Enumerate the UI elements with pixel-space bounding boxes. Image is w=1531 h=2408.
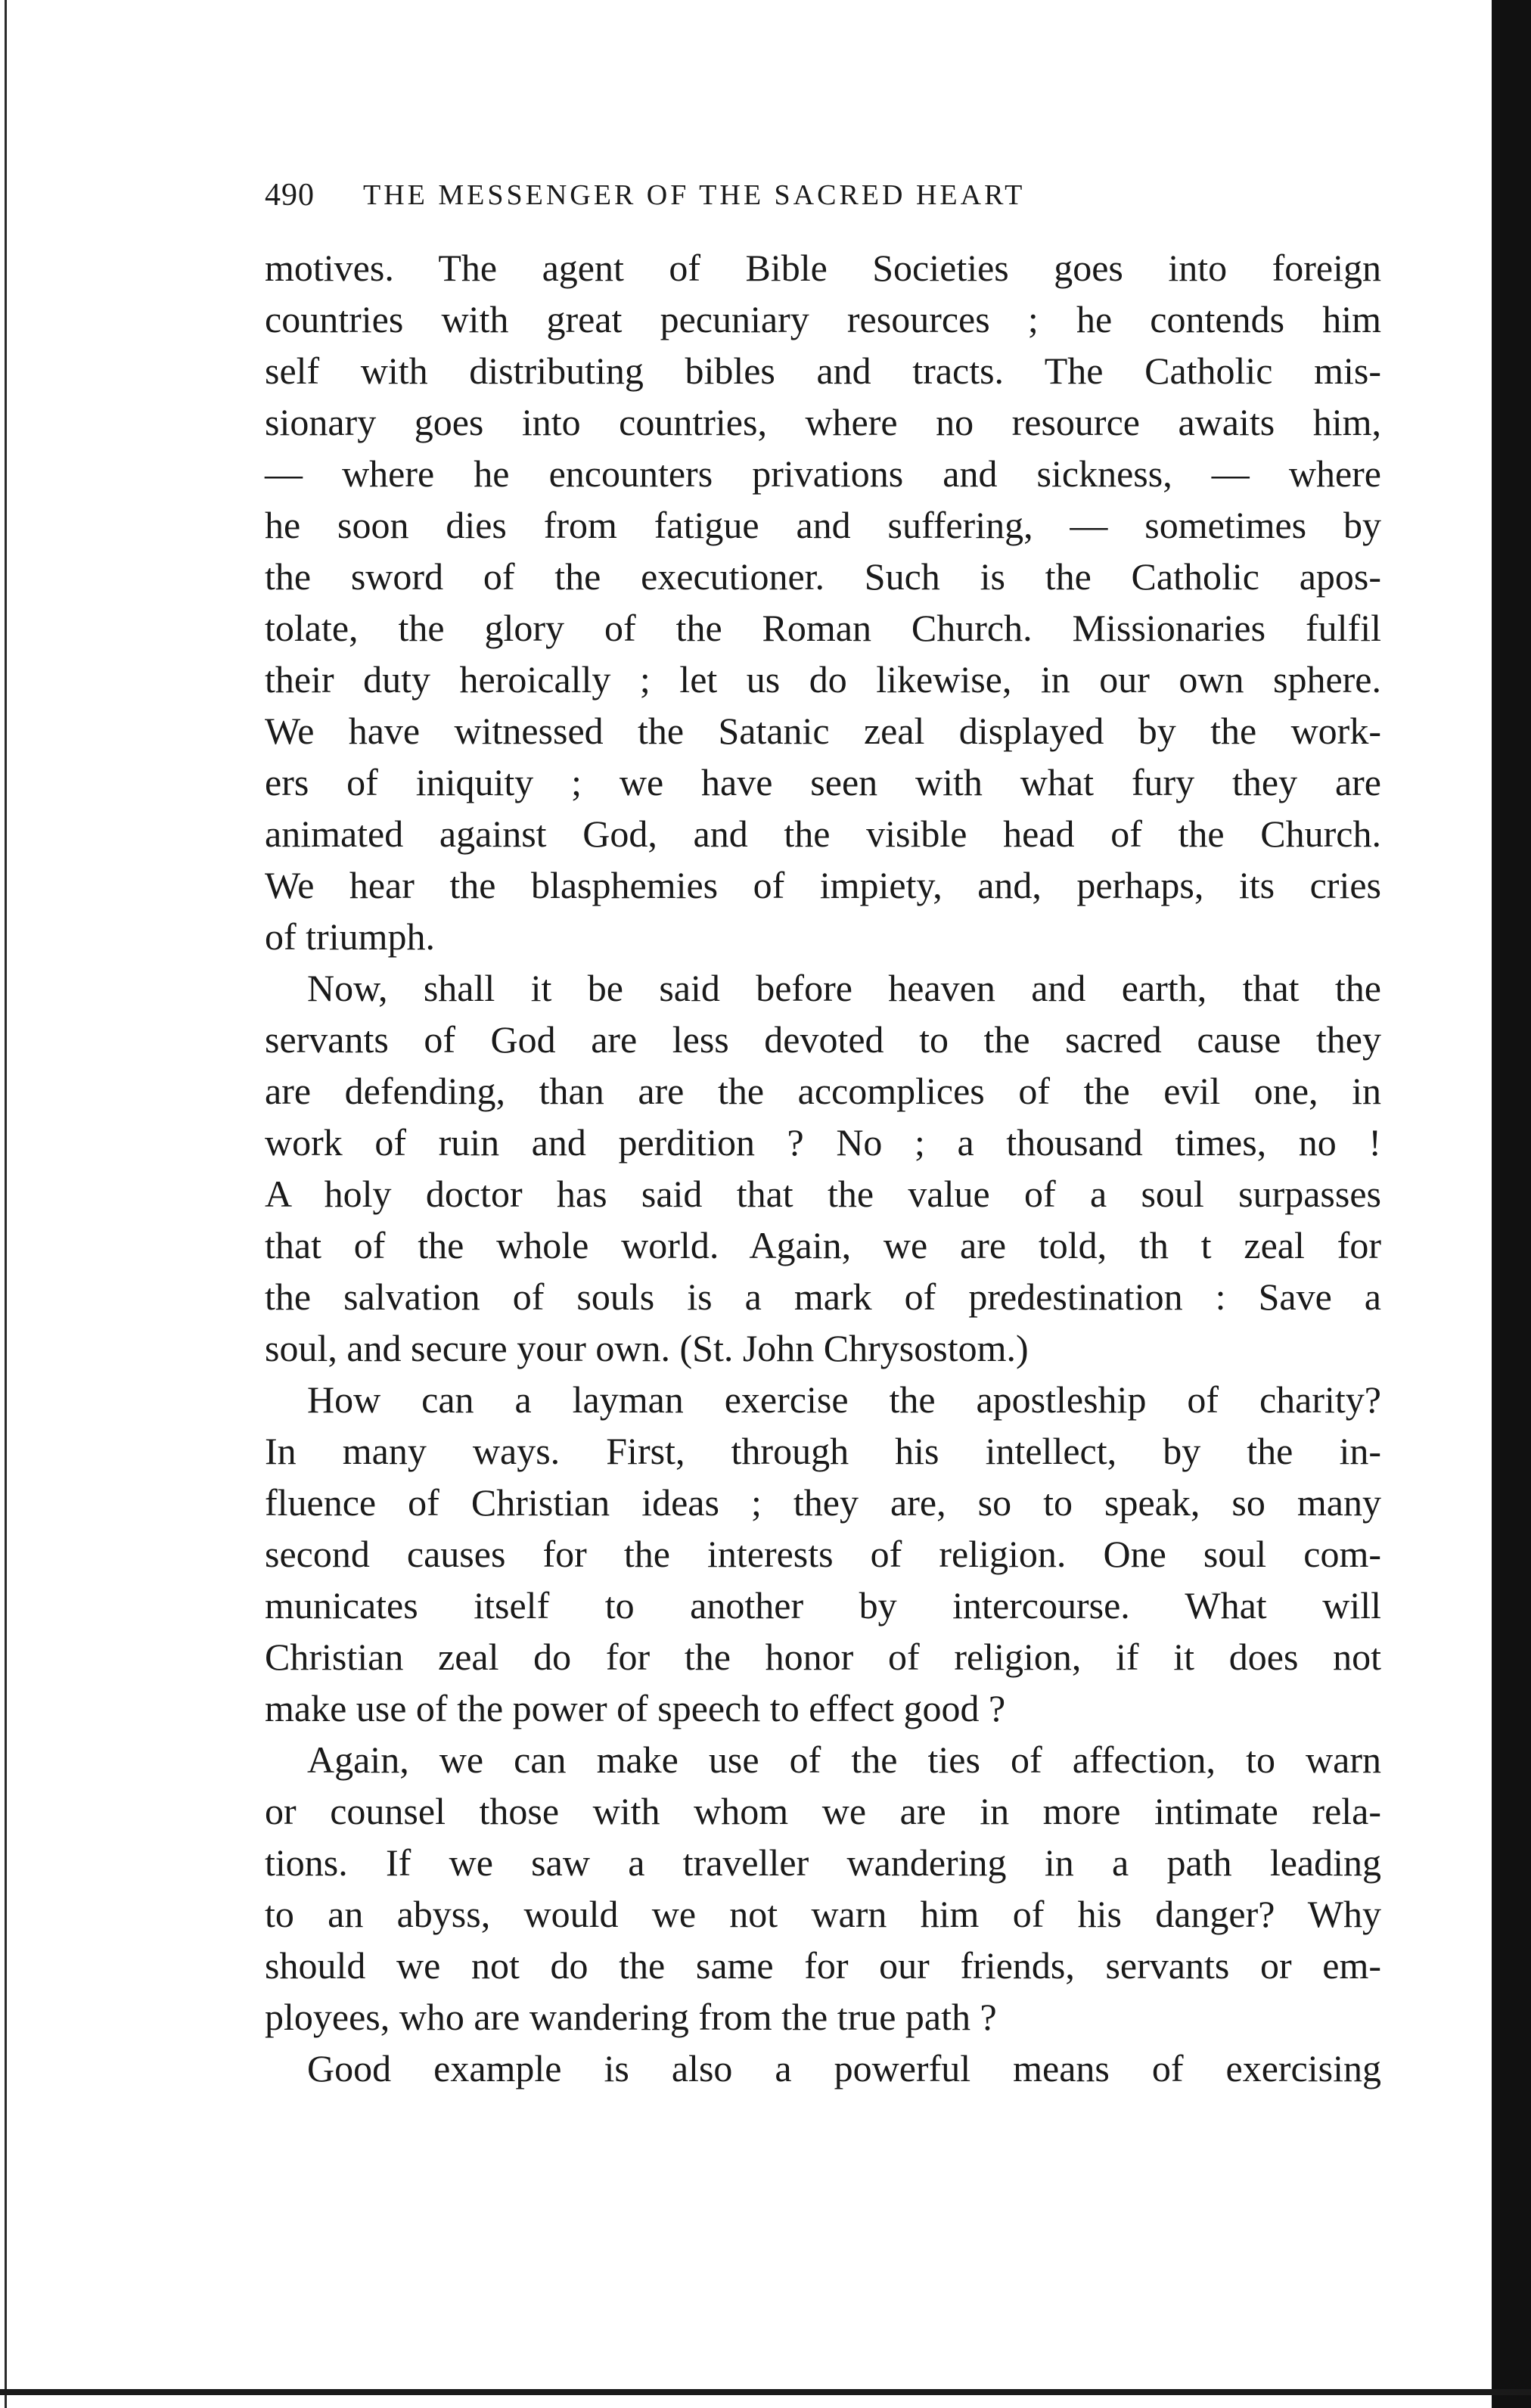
text-line: soul, and secure your own. (St. John Chrysostom.) <box>265 1327 1029 1369</box>
scan-right-edge <box>1492 0 1531 2408</box>
text-line: A holy doctor has said that the value of a soul surpasses <box>265 1173 1381 1215</box>
paragraph <box>265 242 1381 962</box>
text-line: tions. If we saw a traveller wandering in a path leading <box>265 1841 1381 1884</box>
text-line: tolate, the glory of the Roman Church. Missionaries fulfil <box>265 607 1381 649</box>
text-line: to an abyss, would we not warn him of his danger? Why <box>265 1893 1381 1935</box>
paragraph <box>265 962 1381 1374</box>
text-line: Now, shall it be said before heaven and earth, that the <box>307 967 1381 1009</box>
text-line: sionary goes into countries, where no resource awaits him, <box>265 401 1381 443</box>
text-line: that of the whole world. Again, we are told, th t zeal for <box>265 1224 1381 1266</box>
body-text <box>265 242 1381 2094</box>
text-line: Christian zeal do for the honor of religion, if it does not <box>265 1636 1381 1678</box>
text-line: countries with great pecuniary resources ; he contends him <box>265 298 1381 340</box>
text-line: the salvation of souls is a mark of predestination : Save a <box>265 1275 1381 1318</box>
text-line: We have witnessed the Satanic zeal displayed by the work- <box>265 710 1381 752</box>
text-line: Again, we can make use of the ties of affection, to warn <box>307 1738 1381 1781</box>
text-line: make use of the power of speech to effect good ? <box>265 1687 1006 1729</box>
text-line: We hear the blasphemies of impiety, and, perhaps, its cries <box>265 864 1381 906</box>
text-line: municates itself to another by intercourse. What will <box>265 1584 1381 1627</box>
text-line: — where he encounters privations and sickness, — where <box>265 452 1381 495</box>
text-line: fluence of Christian ideas ; they are, so to speak, so many <box>265 1481 1381 1524</box>
text-line: self with distributing bibles and tracts. The Catholic mis- <box>265 350 1381 392</box>
paragraph <box>265 2043 1381 2094</box>
paragraph <box>265 1374 1381 1734</box>
scan-bottom-edge <box>0 2389 1531 2395</box>
text-line: their duty heroically ; let us do likewise, in our own sphere. <box>265 658 1381 701</box>
text-line: ers of iniquity ; we have seen with what fury they are <box>265 761 1381 803</box>
text-line: the sword of the executioner. Such is the Catholic apos- <box>265 555 1381 598</box>
text-line: are defending, than are the accomplices of the evil one, in <box>265 1070 1381 1112</box>
paragraph <box>265 1734 1381 2043</box>
text-line: animated against God, and the visible head of the Church. <box>265 813 1381 855</box>
text-line: should we not do the same for our friends, servants or em- <box>265 1944 1381 1987</box>
text-line: or counsel those with whom we are in more intimate rela- <box>265 1790 1381 1832</box>
text-line: second causes for the interests of religion. One soul com- <box>265 1533 1381 1575</box>
text-line: How can a layman exercise the apostleship of charity? <box>307 1378 1381 1421</box>
text-line: In many ways. First, through his intellect, by the in- <box>265 1430 1381 1472</box>
scan-left-edge <box>5 0 7 2408</box>
text-line: of triumph. <box>265 915 435 958</box>
page-number: 490 <box>265 178 315 213</box>
text-line: ployees, who are wandering from the true path ? <box>265 1996 997 2038</box>
page-header <box>265 172 1381 218</box>
running-head: THE MESSENGER OF THE SACRED HEART <box>363 179 1026 211</box>
text-line: servants of God are less devoted to the sacred cause they <box>265 1018 1381 1061</box>
text-line: he soon dies from fatigue and suffering, — sometimes by <box>265 504 1381 546</box>
text-line: motives. The agent of Bible Societies goes into foreign <box>265 247 1381 289</box>
text-line: work of ruin and perdition ? No ; a thousand times, no ! <box>265 1121 1381 1164</box>
text-line: Good example is also a powerful means of exercising <box>307 2047 1381 2090</box>
